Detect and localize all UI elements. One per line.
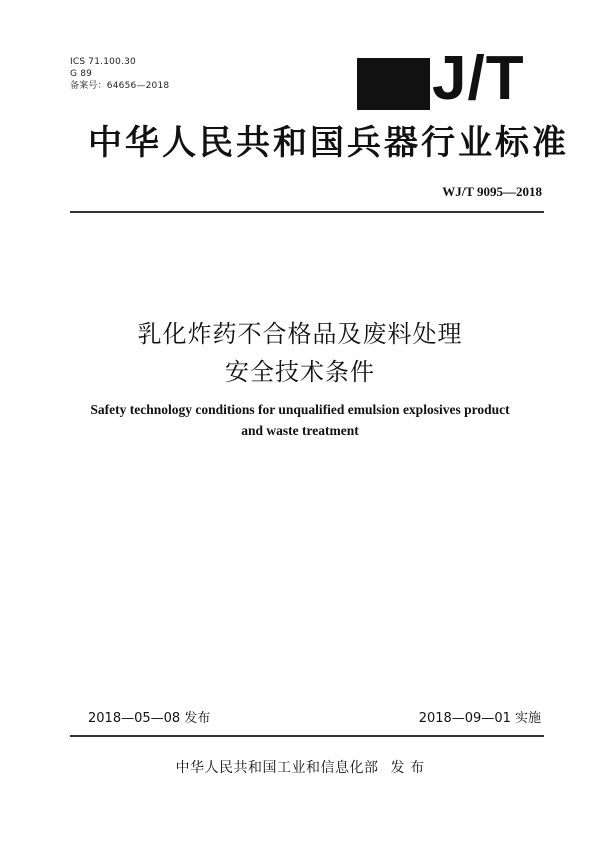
filing-number: 备案号：64656—2018 [70,81,170,91]
bottom-divider [70,735,544,737]
title-en-line2: and waste treatment [241,423,359,438]
standard-logo: J/T [432,44,525,113]
issuer-name: 中华人民共和国工业和信息化部 [175,760,379,776]
logo-black-block [357,58,430,110]
standard-code: WJ/T 9095—2018 [442,184,542,199]
implementation-date: 2018—09—01 实施 [418,711,541,726]
ccs-code: G 89 [70,69,93,79]
title-cn-line1: 乳化炸药不合格品及废料处理 [137,320,463,348]
ics-code: ICS 71.100.30 [70,57,136,67]
standard-category-title: 中华人民共和国兵器行业标准 [88,123,569,163]
issuer-line [0,759,600,777]
top-divider [70,211,544,213]
title-cn-line2: 安全技术条件 [225,358,375,386]
issuer-action: 发 布 [390,760,425,776]
issue-date: 2018—05—08 发布 [88,711,211,726]
title-en-line1: Safety technology conditions for unqualified emulsion explosives product [90,402,510,417]
